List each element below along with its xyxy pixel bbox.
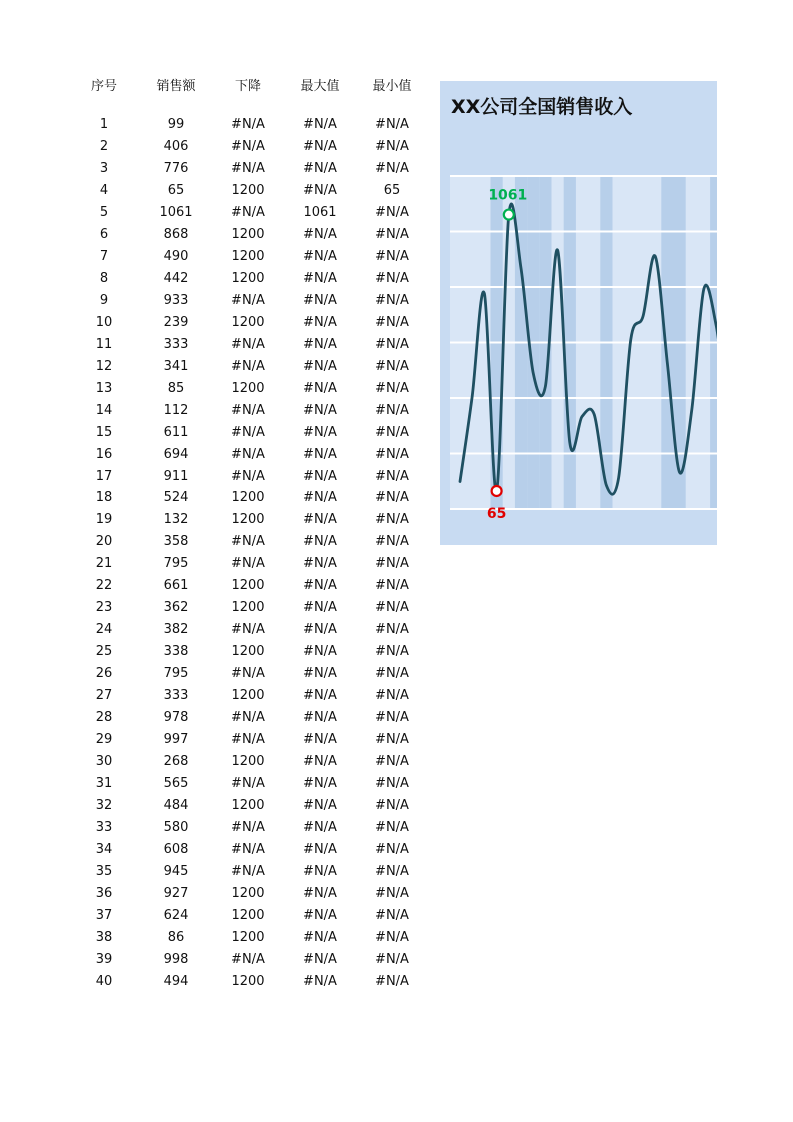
cell-decline: #N/A <box>231 820 265 835</box>
table-row <box>68 663 428 685</box>
cell-index: 19 <box>95 512 113 528</box>
cell-max: #N/A <box>303 644 337 660</box>
cell-decline: 1200 <box>231 885 265 901</box>
cell-sales: 776 <box>163 160 189 176</box>
cell-decline: 1200 <box>231 644 265 660</box>
cell-sales: 580 <box>163 820 189 835</box>
table-row <box>68 641 428 663</box>
table-row <box>68 356 428 378</box>
cell-min: #N/A <box>375 468 409 484</box>
table-row <box>68 114 428 136</box>
cell-max: #N/A <box>303 907 337 923</box>
cell-min: 65 <box>383 182 401 198</box>
cell-index: 18 <box>95 490 113 506</box>
table-row <box>68 444 428 466</box>
table-row <box>68 707 428 729</box>
cell-decline: 1200 <box>231 380 265 396</box>
cell-min: #N/A <box>375 160 409 176</box>
cell-index: 6 <box>99 226 109 242</box>
header-min: 最小值 <box>372 78 412 94</box>
cell-min: #N/A <box>375 380 409 396</box>
cell-max: #N/A <box>303 863 337 879</box>
cell-max: #N/A <box>303 182 337 198</box>
table-row <box>68 378 428 400</box>
cell-min: #N/A <box>375 138 409 154</box>
table-row <box>68 817 428 839</box>
cell-min: #N/A <box>375 578 409 594</box>
cell-sales: 99 <box>167 117 185 132</box>
cell-min: #N/A <box>375 666 409 682</box>
cell-sales: 382 <box>163 622 189 638</box>
spacer-row <box>68 96 428 114</box>
cell-sales: 333 <box>163 688 189 704</box>
cell-max: #N/A <box>303 248 337 264</box>
cell-index: 33 <box>95 820 113 835</box>
cell-min: #N/A <box>375 556 409 572</box>
table-row <box>68 531 428 553</box>
cell-index: 4 <box>99 182 109 198</box>
cell-decline: #N/A <box>231 732 265 748</box>
cell-decline: #N/A <box>231 863 265 879</box>
cell-index: 15 <box>95 424 113 440</box>
table-row <box>68 685 428 707</box>
cell-min: #N/A <box>375 490 409 506</box>
cell-index: 26 <box>95 666 113 682</box>
cell-max: #N/A <box>303 622 337 638</box>
cell-min: #N/A <box>375 907 409 923</box>
cell-max: #N/A <box>303 380 337 396</box>
table-row <box>68 927 428 949</box>
cell-decline: #N/A <box>231 534 265 550</box>
cell-decline: #N/A <box>231 776 265 792</box>
cell-decline: #N/A <box>231 666 265 682</box>
max-point-marker <box>504 210 514 220</box>
cell-min: #N/A <box>375 358 409 374</box>
max-point-label: 1061 <box>488 187 528 204</box>
cell-max: #N/A <box>303 226 337 242</box>
cell-max: #N/A <box>303 841 337 857</box>
table-row <box>68 422 428 444</box>
cell-decline: #N/A <box>231 204 265 220</box>
header-sales: 销售额 <box>156 78 196 94</box>
cell-min: #N/A <box>375 336 409 352</box>
cell-sales: 997 <box>163 732 189 748</box>
cell-index: 8 <box>99 270 109 286</box>
cell-sales: 333 <box>163 336 189 352</box>
cell-sales: 661 <box>163 578 189 594</box>
cell-decline: #N/A <box>231 710 265 726</box>
cell-max: 1061 <box>303 204 337 220</box>
cell-min: #N/A <box>375 710 409 726</box>
cell-sales: 978 <box>163 710 189 726</box>
cell-max: #N/A <box>303 929 337 945</box>
cell-decline: #N/A <box>231 117 265 132</box>
cell-sales: 490 <box>163 248 189 264</box>
table-row <box>68 729 428 751</box>
cell-sales: 65 <box>167 182 185 198</box>
cell-index: 36 <box>95 885 113 901</box>
cell-max: #N/A <box>303 688 337 704</box>
cell-max: #N/A <box>303 885 337 901</box>
table-body <box>68 96 428 993</box>
table-row <box>68 400 428 422</box>
cell-index: 23 <box>95 600 113 616</box>
cell-decline: #N/A <box>231 841 265 857</box>
cell-decline: 1200 <box>231 182 265 198</box>
cell-decline: #N/A <box>231 556 265 572</box>
cell-decline: #N/A <box>231 622 265 638</box>
cell-index: 13 <box>95 380 113 396</box>
cell-index: 40 <box>95 973 113 989</box>
cell-decline: #N/A <box>231 336 265 352</box>
cell-sales: 494 <box>163 973 189 989</box>
table-row <box>68 136 428 158</box>
cell-min: #N/A <box>375 622 409 638</box>
cell-decline: #N/A <box>231 402 265 418</box>
table-row <box>68 905 428 927</box>
table-row <box>68 619 428 641</box>
cell-sales: 86 <box>167 929 185 945</box>
cell-decline: #N/A <box>231 292 265 308</box>
cell-sales: 338 <box>163 644 189 660</box>
table-row <box>68 553 428 575</box>
cell-index: 30 <box>95 754 113 770</box>
cell-max: #N/A <box>303 292 337 308</box>
cell-index: 32 <box>95 798 113 814</box>
table-row <box>68 158 428 180</box>
min-point-marker <box>492 486 502 496</box>
cell-index: 39 <box>95 951 113 967</box>
cell-min: #N/A <box>375 776 409 792</box>
cell-min: #N/A <box>375 600 409 616</box>
table-row <box>68 795 428 817</box>
cell-index: 3 <box>99 160 109 176</box>
cell-sales: 868 <box>163 226 189 242</box>
cell-min: #N/A <box>375 248 409 264</box>
cell-min: #N/A <box>375 512 409 528</box>
cell-decline: 1200 <box>231 688 265 704</box>
cell-max: #N/A <box>303 600 337 616</box>
header-index: 序号 <box>90 78 117 94</box>
table-row <box>68 597 428 619</box>
cell-min: #N/A <box>375 929 409 945</box>
table-row <box>68 224 428 246</box>
cell-min: #N/A <box>375 732 409 748</box>
cell-min: #N/A <box>375 204 409 220</box>
cell-sales: 268 <box>163 754 189 770</box>
table-row <box>68 487 428 509</box>
cell-max: #N/A <box>303 820 337 835</box>
cell-sales: 611 <box>163 424 189 440</box>
table-row <box>68 949 428 971</box>
cell-decline: #N/A <box>231 468 265 484</box>
cell-max: #N/A <box>303 973 337 989</box>
table-row <box>68 246 428 268</box>
cell-max: #N/A <box>303 468 337 484</box>
data-table <box>68 72 428 993</box>
cell-decline: 1200 <box>231 226 265 242</box>
cell-max: #N/A <box>303 534 337 550</box>
cell-sales: 239 <box>163 314 189 330</box>
cell-index: 16 <box>95 446 113 462</box>
cell-index: 24 <box>95 622 113 638</box>
cell-max: #N/A <box>303 117 337 132</box>
cell-index: 5 <box>99 204 109 220</box>
cell-sales: 998 <box>163 951 189 967</box>
cell-max: #N/A <box>303 512 337 528</box>
cell-max: #N/A <box>303 138 337 154</box>
cell-sales: 1061 <box>159 204 193 220</box>
cell-decline: 1200 <box>231 490 265 506</box>
cell-max: #N/A <box>303 402 337 418</box>
cell-max: #N/A <box>303 951 337 967</box>
cell-decline: 1200 <box>231 907 265 923</box>
cell-max: #N/A <box>303 556 337 572</box>
chart-panel <box>440 81 717 545</box>
table-row <box>68 883 428 905</box>
cell-max: #N/A <box>303 578 337 594</box>
cell-index: 12 <box>95 358 113 374</box>
table-row <box>68 839 428 861</box>
min-point-label: 65 <box>486 505 507 522</box>
cell-sales: 945 <box>163 863 189 879</box>
cell-sales: 132 <box>163 512 189 528</box>
cell-min: #N/A <box>375 314 409 330</box>
cell-min: #N/A <box>375 402 409 418</box>
table-row <box>68 312 428 334</box>
cell-min: #N/A <box>375 951 409 967</box>
cell-decline: 1200 <box>231 314 265 330</box>
cell-decline: 1200 <box>231 929 265 945</box>
cell-min: #N/A <box>375 688 409 704</box>
cell-min: #N/A <box>375 117 409 132</box>
cell-max: #N/A <box>303 666 337 682</box>
cell-max: #N/A <box>303 160 337 176</box>
cell-decline: #N/A <box>231 138 265 154</box>
cell-index: 35 <box>95 863 113 879</box>
cell-max: #N/A <box>303 446 337 462</box>
cell-max: #N/A <box>303 314 337 330</box>
cell-index: 25 <box>95 644 113 660</box>
cell-index: 7 <box>99 248 109 264</box>
header-decline: 下降 <box>234 78 261 94</box>
cell-max: #N/A <box>303 270 337 286</box>
cell-min: #N/A <box>375 270 409 286</box>
cell-index: 11 <box>95 336 113 352</box>
table-row <box>68 268 428 290</box>
cell-index: 29 <box>95 732 113 748</box>
cell-max: #N/A <box>303 754 337 770</box>
cell-max: #N/A <box>303 358 337 374</box>
header-max: 最大值 <box>300 78 340 94</box>
cell-index: 21 <box>95 556 113 572</box>
cell-min: #N/A <box>375 754 409 770</box>
table-row <box>68 773 428 795</box>
cell-decline: 1200 <box>231 600 265 616</box>
cell-min: #N/A <box>375 534 409 550</box>
cell-max: #N/A <box>303 776 337 792</box>
cell-max: #N/A <box>303 732 337 748</box>
cell-sales: 341 <box>163 358 189 374</box>
cell-min: #N/A <box>375 863 409 879</box>
cell-index: 22 <box>95 578 113 594</box>
cell-max: #N/A <box>303 798 337 814</box>
cell-max: #N/A <box>303 490 337 506</box>
cell-sales: 524 <box>163 490 189 506</box>
cell-decline: 1200 <box>231 578 265 594</box>
cell-decline: 1200 <box>231 248 265 264</box>
cell-decline: #N/A <box>231 160 265 176</box>
cell-index: 9 <box>99 292 109 308</box>
cell-index: 37 <box>95 907 113 923</box>
cell-decline: 1200 <box>231 798 265 814</box>
cell-sales: 933 <box>163 292 189 308</box>
table-row <box>68 971 428 993</box>
cell-index: 20 <box>95 534 113 550</box>
cell-min: #N/A <box>375 973 409 989</box>
cell-min: #N/A <box>375 841 409 857</box>
cell-index: 31 <box>95 776 113 792</box>
cell-decline: #N/A <box>231 424 265 440</box>
cell-min: #N/A <box>375 798 409 814</box>
cell-sales: 565 <box>163 776 189 792</box>
cell-index: 1 <box>99 117 109 132</box>
cell-sales: 484 <box>163 798 189 814</box>
table-header-row <box>68 72 428 96</box>
table-row <box>68 509 428 531</box>
table-row <box>68 180 428 202</box>
cell-max: #N/A <box>303 710 337 726</box>
cell-min: #N/A <box>375 292 409 308</box>
cell-index: 2 <box>99 138 109 154</box>
cell-min: #N/A <box>375 424 409 440</box>
cell-max: #N/A <box>303 424 337 440</box>
cell-index: 14 <box>95 402 113 418</box>
cell-decline: 1200 <box>231 973 265 989</box>
cell-min: #N/A <box>375 226 409 242</box>
cell-decline: 1200 <box>231 754 265 770</box>
cell-index: 38 <box>95 929 113 945</box>
cell-max: #N/A <box>303 336 337 352</box>
cell-min: #N/A <box>375 820 409 835</box>
cell-index: 28 <box>95 710 113 726</box>
cell-index: 34 <box>95 841 113 857</box>
cell-sales: 624 <box>163 907 189 923</box>
table-row <box>68 334 428 356</box>
table-row <box>68 575 428 597</box>
cell-min: #N/A <box>375 885 409 901</box>
cell-min: #N/A <box>375 644 409 660</box>
cell-sales: 406 <box>163 138 189 154</box>
cell-index: 10 <box>95 314 113 330</box>
cell-sales: 795 <box>163 666 189 682</box>
cell-decline: #N/A <box>231 358 265 374</box>
cell-sales: 911 <box>163 468 189 484</box>
cell-sales: 608 <box>163 841 189 857</box>
table-row <box>68 466 428 488</box>
table-row <box>68 290 428 312</box>
table-row <box>68 202 428 224</box>
cell-sales: 85 <box>167 380 185 396</box>
table-row <box>68 861 428 883</box>
cell-sales: 795 <box>163 556 189 572</box>
cell-sales: 442 <box>163 270 189 286</box>
cell-decline: #N/A <box>231 446 265 462</box>
cell-sales: 362 <box>163 600 189 616</box>
cell-decline: 1200 <box>231 512 265 528</box>
table-row <box>68 751 428 773</box>
cell-sales: 112 <box>163 402 189 418</box>
cell-sales: 358 <box>163 534 189 550</box>
sales-line-chart <box>440 81 717 545</box>
chart-title: XX公司全国销售收入 <box>451 96 633 118</box>
cell-sales: 927 <box>163 885 189 901</box>
cell-index: 17 <box>95 468 113 484</box>
cell-sales: 694 <box>163 446 189 462</box>
cell-index: 27 <box>95 688 113 704</box>
cell-decline: 1200 <box>231 270 265 286</box>
cell-decline: #N/A <box>231 951 265 967</box>
cell-min: #N/A <box>375 446 409 462</box>
